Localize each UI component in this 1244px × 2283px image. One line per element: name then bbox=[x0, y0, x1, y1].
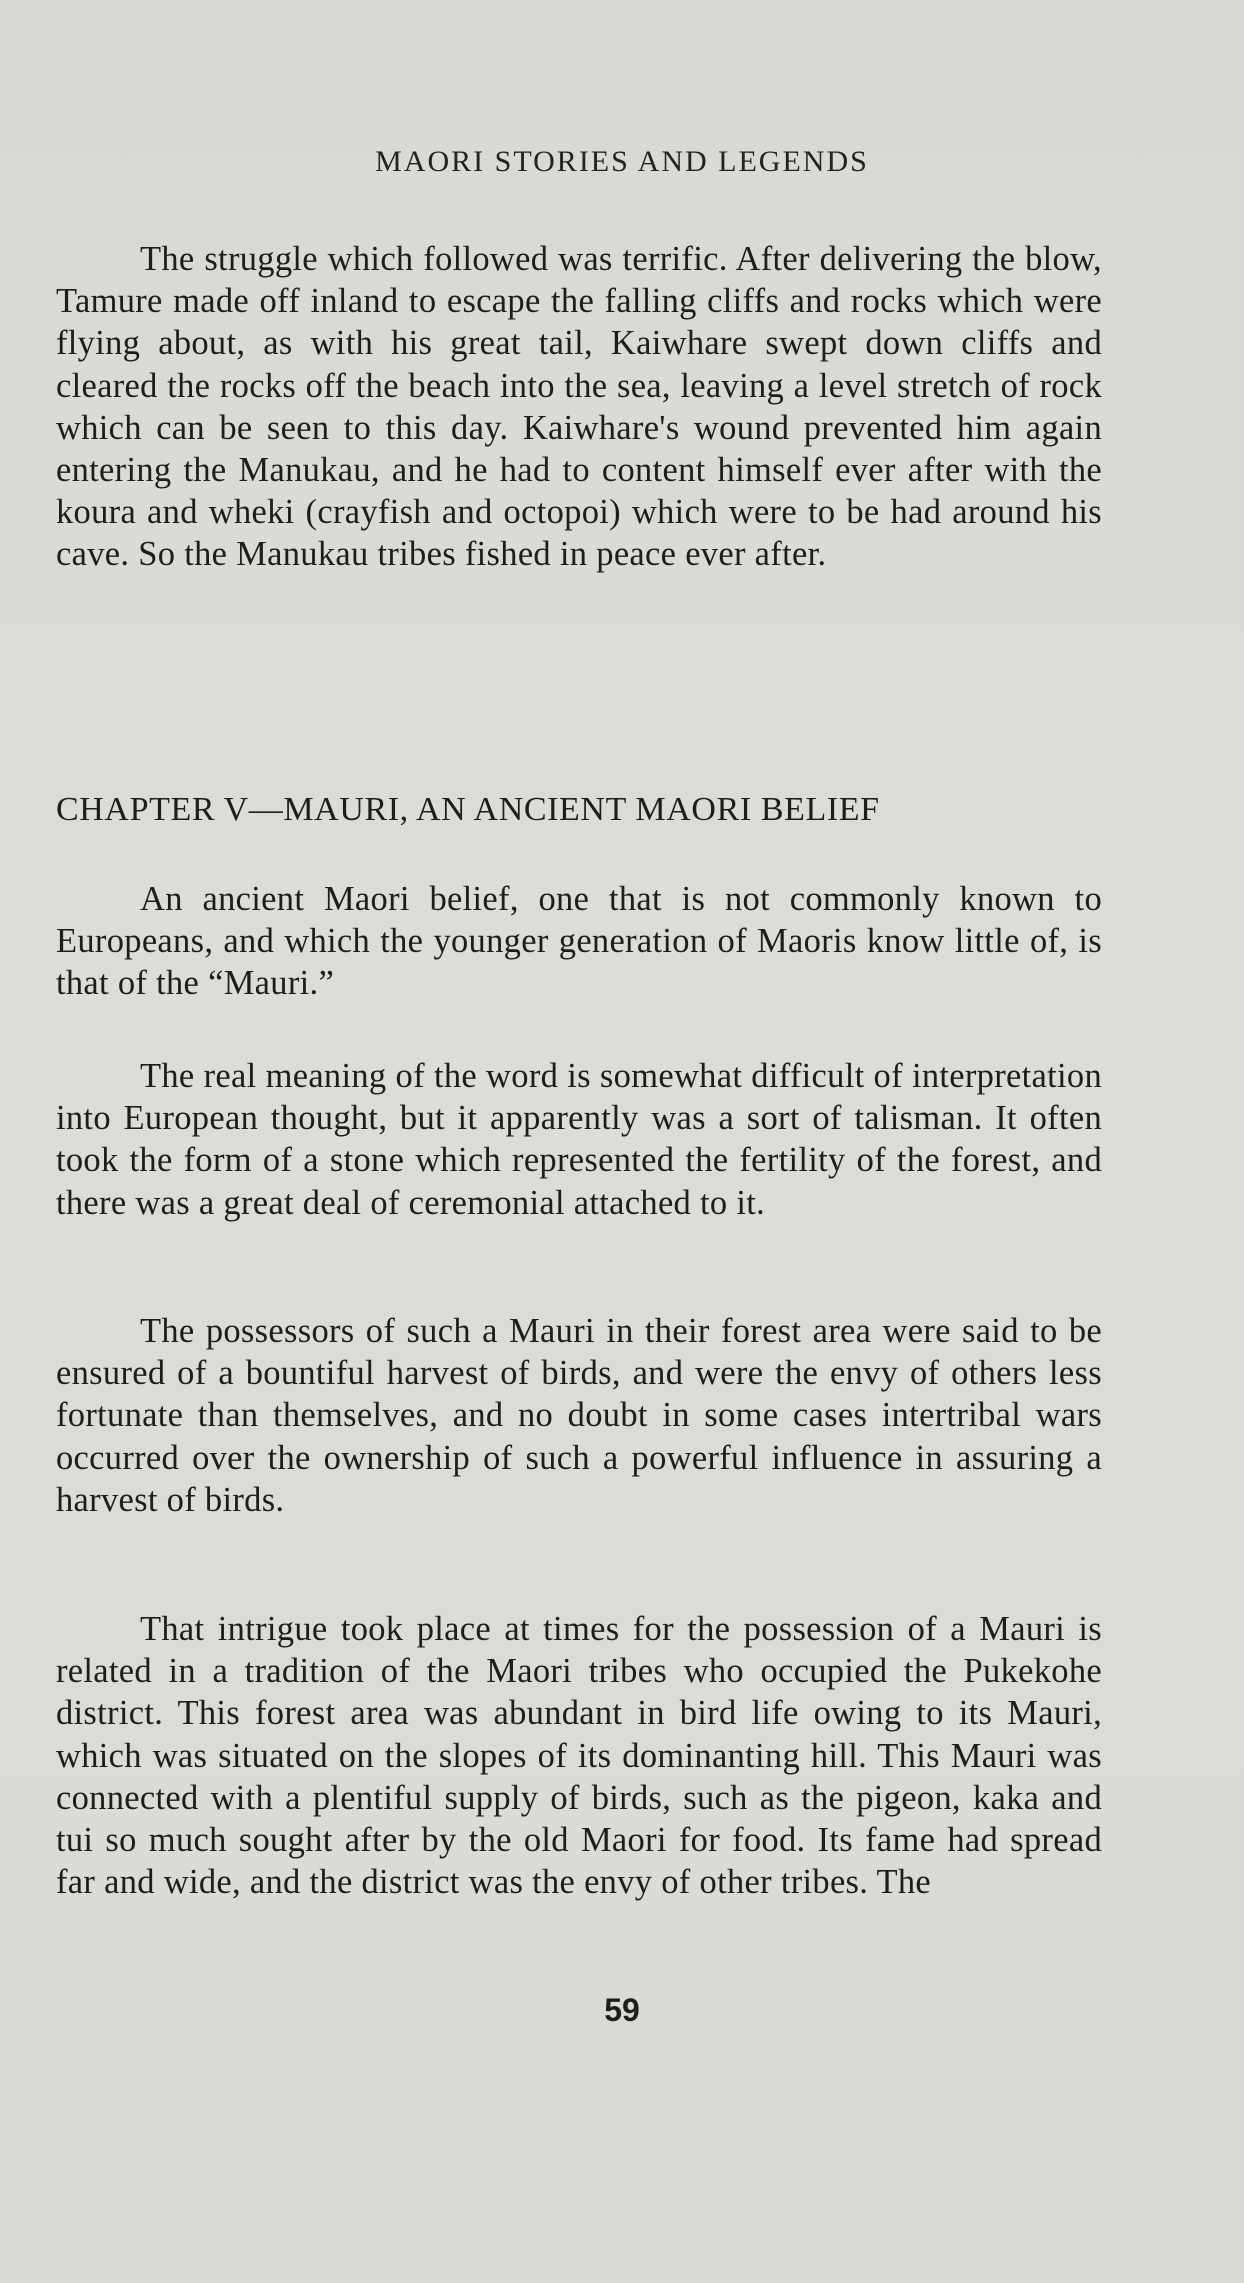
paragraph-text: That intrigue took place at times for the possession of a Mauri is related in a tradition of the Maori tribes who occupied the Pukekohe district. This forest area was abundant in bird life owing to its Mauri, which was situated on the slopes of its dominanting hill. This Mauri was connected with a plentiful supply of birds, such as the pigeon, kaka and tui so much sought after by the old Maori for food. Its fame had spread far and wide, and the district was the envy of other tribes. The bbox=[56, 1610, 1102, 1902]
paragraph-ancient-belief bbox=[56, 878, 1102, 1005]
paragraph-intrigue bbox=[56, 1608, 1102, 1903]
chapter-heading bbox=[56, 788, 1102, 832]
paragraph-possessors bbox=[56, 1310, 1102, 1521]
paragraph-text: The struggle which followed was terrific. After delivering the blow, Tamure made off inland to escape the falling cliffs and rocks which were flying about, as with his great tail, Kaiwhare swept down cliffs and cleared the rocks off the beach into the sea, leaving a level stretch of rock which can be seen to this day. Kaiwhare's wound prevented him again entering the Manukau, and he had to content himself ever after with the koura and wheki (crayfish and octopoi) which were to be had around his cave. So the Manukau tribes fished in peace ever after. bbox=[56, 240, 1102, 574]
paragraph-text: An ancient Maori belief, one that is not commonly known to Europeans, and which the younger generation of Maoris know little of, is that of the “Mauri.” bbox=[56, 880, 1102, 1003]
chapter-title: CHAPTER V—MAURI, AN ANCIENT MAORI BELIEF bbox=[56, 791, 880, 828]
paragraph-struggle bbox=[56, 238, 1102, 576]
paragraph-text: The real meaning of the word is somewhat difficult of interpretation into European thought, but it apparently was a sort of talisman. It often took the form of a stone which represented the fertility of the forest, and there was a great deal of ceremonial attached to it. bbox=[56, 1057, 1102, 1222]
page-number: 59 bbox=[604, 1992, 640, 2028]
running-head: MAORI STORIES AND LEGENDS bbox=[375, 145, 869, 178]
paragraph-text: The possessors of such a Mauri in their forest area were said to be ensured of a bountiful harvest of birds, and were the envy of others less fortunate than themselves, and no doubt in some cases intertribal wars occurred over the ownership of such a powerful influence in assuring a harvest of birds. bbox=[56, 1312, 1102, 1519]
paragraph-real-meaning bbox=[56, 1055, 1102, 1224]
